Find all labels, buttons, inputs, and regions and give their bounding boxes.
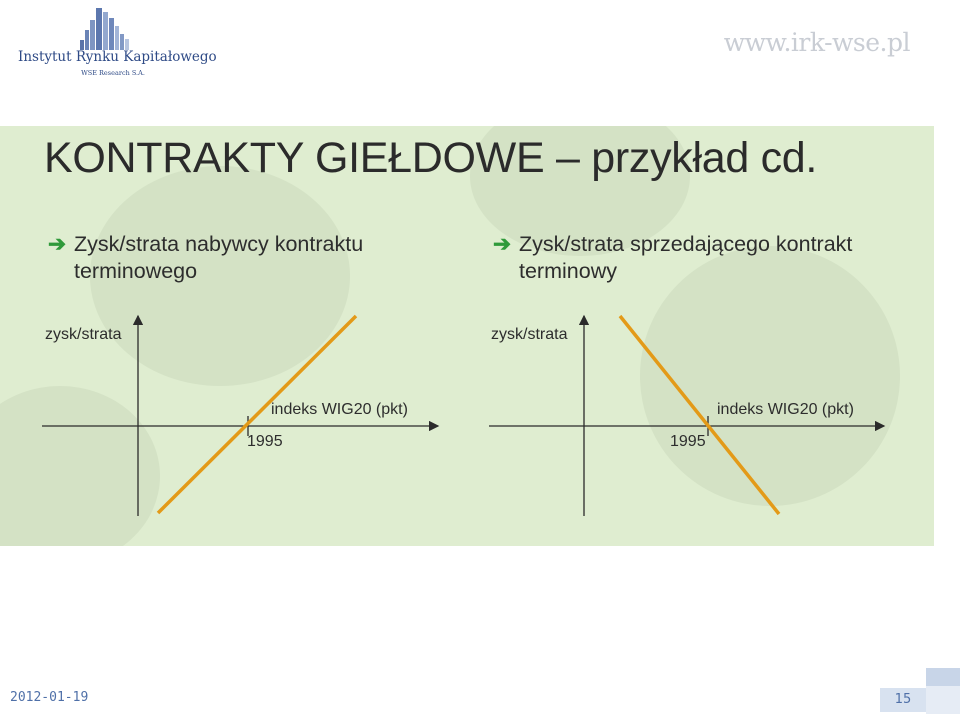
arrow-right-icon: ➔ bbox=[493, 232, 512, 256]
bullet-left-line2: terminowego bbox=[74, 259, 198, 283]
bullet-right-line2: terminowy bbox=[519, 259, 617, 283]
bullet-left-line1: Zysk/strata nabywcy kontraktu bbox=[74, 232, 364, 256]
buyer-diagram bbox=[42, 316, 438, 516]
logo bbox=[18, 6, 217, 78]
logo-buildings-icon bbox=[80, 6, 146, 50]
tick-label-1995: 1995 bbox=[670, 433, 706, 450]
bullet-right-line1: Zysk/strata sprzedającego kontrakt bbox=[519, 232, 853, 256]
y-axis-label: zysk/strata bbox=[491, 326, 568, 343]
arrow-right-icon: ➔ bbox=[48, 232, 67, 256]
x-axis-label: indeks WIG20 (pkt) bbox=[717, 401, 854, 418]
footer-date: 2012-01-19 bbox=[10, 690, 89, 705]
page-number: 15 bbox=[880, 688, 926, 712]
org-subtitle: WSE Research S.A. bbox=[81, 69, 145, 77]
seller-diagram bbox=[489, 316, 884, 516]
slide-panel bbox=[0, 126, 934, 546]
payoff-diagrams bbox=[0, 126, 934, 546]
slide-title: KONTRAKTY GIEŁDOWE – przykład cd. bbox=[44, 134, 818, 182]
y-axis-label: zysk/strata bbox=[45, 326, 122, 343]
tick-label-1995: 1995 bbox=[247, 433, 283, 450]
website-url[interactable]: www.irk-wse.pl bbox=[723, 28, 910, 57]
x-axis-label: indeks WIG20 (pkt) bbox=[271, 401, 408, 418]
org-name: Instytut Rynku Kapitałowego bbox=[18, 49, 217, 65]
corner-decoration bbox=[926, 668, 960, 686]
